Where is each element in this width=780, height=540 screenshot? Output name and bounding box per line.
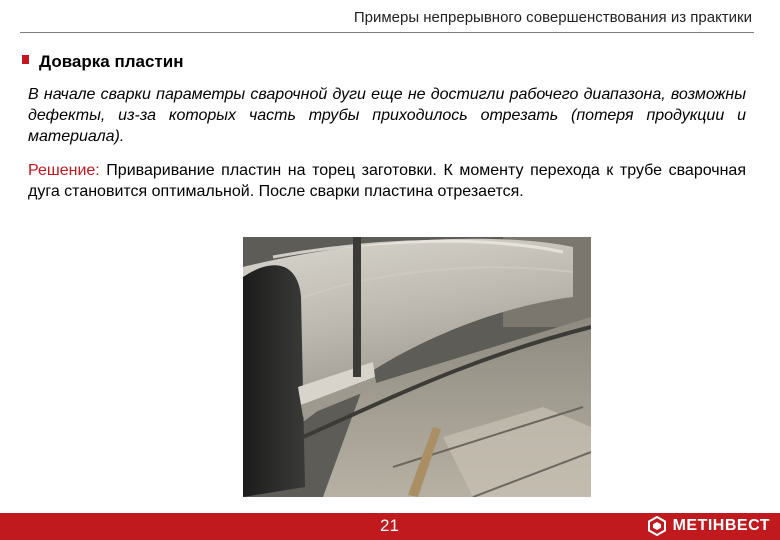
solution-label: Решение:	[28, 162, 100, 179]
metinvest-logo-icon	[647, 516, 667, 536]
footer-bar	[0, 513, 780, 540]
header-title: Примеры непрерывного совершенствования из практики	[353, 9, 752, 26]
bullet-icon	[22, 55, 29, 64]
welded-pipe-photo-icon	[243, 237, 591, 497]
page-number: 21	[380, 516, 399, 535]
solution-text: Приваривание пластин на торец заготовки. К моменту перехода к трубе сварочная дуга становится оптимальной. После сварки пластина отрезается.	[28, 162, 746, 200]
photo	[243, 237, 591, 497]
section-title: Доварка пластин	[39, 52, 184, 71]
logo-text: МЕТІНВЕСТ	[672, 517, 770, 534]
section-heading	[22, 52, 183, 72]
solution-paragraph	[28, 160, 746, 202]
header-divider	[20, 32, 754, 33]
company-logo	[647, 516, 770, 536]
problem-paragraph: В начале сварки параметры сварочной дуги еще не достигли рабочего диапазона, возможны дефекты, из-за которых часть трубы приходилось отрезать (потеря продукции и материала).	[28, 86, 746, 145]
